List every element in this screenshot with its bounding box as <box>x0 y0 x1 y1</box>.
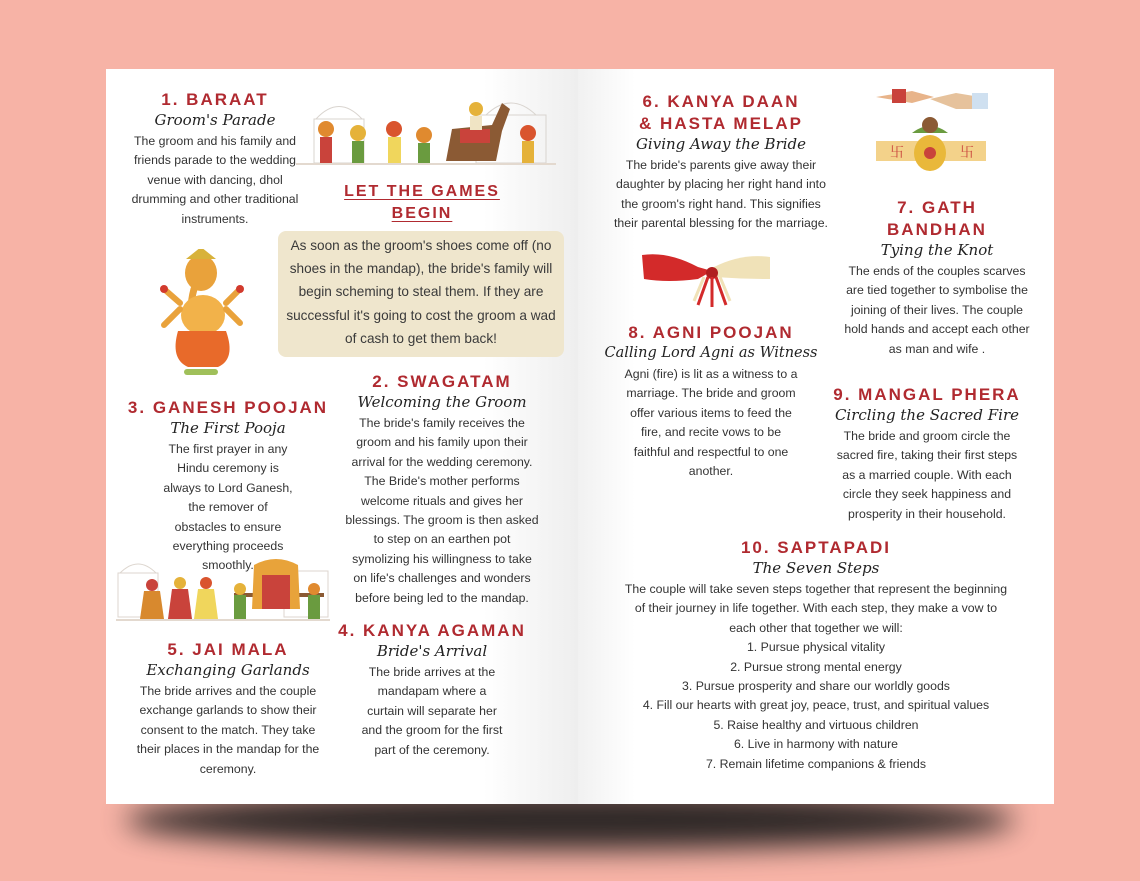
section-body: The first prayer in any Hindu ceremony is always to Lord Ganesh, the remover of obstacles to ensure everything proceeds smoothly. <box>163 442 293 573</box>
section-title: 3. GANESH POOJAN <box>127 398 329 417</box>
section-mangal-phera <box>820 384 1034 524</box>
section-ganesh-poojan <box>122 397 334 576</box>
list-item: 6. Live in harmony with nature <box>733 737 899 752</box>
list-item: 1. Pursue physical vitality <box>746 640 886 655</box>
section-title: 2. SWAGATAM <box>372 372 512 391</box>
section-kanya-daan <box>608 91 834 234</box>
baraat-procession-illustration <box>296 89 556 185</box>
section-subtitle: Groom's Parade <box>154 111 276 129</box>
section-games-title <box>326 181 518 225</box>
section-title-line1: 6. KANYA DAAN <box>642 92 800 111</box>
section-subtitle: Exchanging Garlands <box>146 661 310 679</box>
section-body: The bride's family receives the groom and his family upon their arrival for the wedding ceremony. The Bride's mother performs welcome rituals and gives her blessings. The groom is then asked to step on an earthen pot symolizing his willingness to take on life's challenges and wonders before being led to the mandap. <box>345 416 539 605</box>
section-intro: The couple will take seven steps together that represent the beginning of their journey in life together. With each step, they make a vow to each other that together we will: <box>624 582 1008 635</box>
list-item: 5. Raise healthy and virtuous children <box>713 717 919 732</box>
section-subtitle: Circling the Sacred Fire <box>834 406 1020 424</box>
section-subtitle: Calling Lord Agni as Witness <box>604 345 818 361</box>
bride-procession-illustration <box>116 555 330 631</box>
section-subtitle: Tying the Knot <box>880 241 994 259</box>
section-title: 5. JAI MALA <box>167 640 289 659</box>
section-body: The bride's parents give away their daughter by placing her right hand into the groom's right hand. This signifies their parental blessing for the marriage. <box>614 158 828 231</box>
section-subtitle: The Seven Steps <box>752 559 880 577</box>
section-body: Agni (fire) is lit as a witness to a marriage. The bride and groom offer various items to feed the fire, and recite vows to be faithful and respectful to one another. <box>624 367 798 479</box>
section-subtitle: Bride's Arrival <box>376 642 488 660</box>
games-note-box <box>278 231 564 357</box>
section-jai-mala <box>122 639 334 779</box>
section-subtitle: Welcoming the Groom <box>357 393 527 411</box>
svg-text:卐: 卐 <box>890 145 904 161</box>
tied-scarf-illustration <box>638 249 774 309</box>
section-subtitle: Giving Away the Bride <box>635 135 807 153</box>
section-kanya-agaman <box>330 620 534 760</box>
section-agni-poojan <box>598 322 824 481</box>
section-swagatam <box>344 371 540 608</box>
right-page <box>578 69 1054 804</box>
section-title: 10. SAPTAPADI <box>740 538 892 557</box>
section-title: 8. AGNI POOJAN <box>628 323 794 342</box>
section-title: 4. KANYA AGAMAN <box>338 621 526 640</box>
section-title: 9. MANGAL PHERA <box>833 385 1021 404</box>
left-page <box>106 69 578 804</box>
section-body: The ends of the couples scarves are tied together to symbolise the joining of their lives. The couple hold hands and accept each other as man and wife . <box>844 264 1030 356</box>
list-item: 7. Remain lifetime companions & friends <box>705 756 927 771</box>
section-body: The groom and his family and friends parade to the wedding venue with dancing, dhol drumming and other traditional instruments. <box>131 134 299 226</box>
section-saptapadi <box>614 537 1018 774</box>
section-subtitle: The First Pooja <box>170 419 286 437</box>
section-body: The bride arrives at the mandapam where a curtain will separate her and the groom for the first part of the ceremony. <box>361 665 503 757</box>
section-title: 1. BARAAT <box>161 90 269 109</box>
section-gath-bandhan <box>840 197 1034 359</box>
list-item: 2. Pursue strong mental energy <box>730 659 902 674</box>
section-title-line1: 7. GATH <box>897 198 977 217</box>
list-item: 3. Pursue prosperity and share our worldly goods <box>682 679 950 694</box>
games-body: As soon as the groom's shoes come off (no shoes in the mandap), the bride's family will begin scheming to steal them. If they are successful it's going to cost the groom a wad of cash to get them back! <box>286 238 556 346</box>
ganesh-illustration <box>158 249 244 377</box>
section-body: The bride and groom circle the sacred fire, taking their first steps as a married couple. With each circle they seek happiness and prosperity in their household. <box>836 429 1018 521</box>
section-title-line2: & HASTA MELAP <box>639 114 803 133</box>
saptapadi-steps <box>614 638 1018 774</box>
section-body: The bride arrives and the couple exchange garlands to show their consent to the match. They take their places in the mandap for the ceremony. <box>136 684 320 776</box>
section-baraat <box>122 89 308 229</box>
svg-text:卐: 卐 <box>960 145 974 161</box>
list-item: 4. Fill our hearts with great joy, peace, trust, and spiritual values <box>642 698 990 713</box>
games-title: LET THE GAMES BEGIN <box>344 183 500 222</box>
hasta-melap-kalash-illustration <box>872 83 992 179</box>
section-title-line2: BANDHAN <box>887 220 987 239</box>
